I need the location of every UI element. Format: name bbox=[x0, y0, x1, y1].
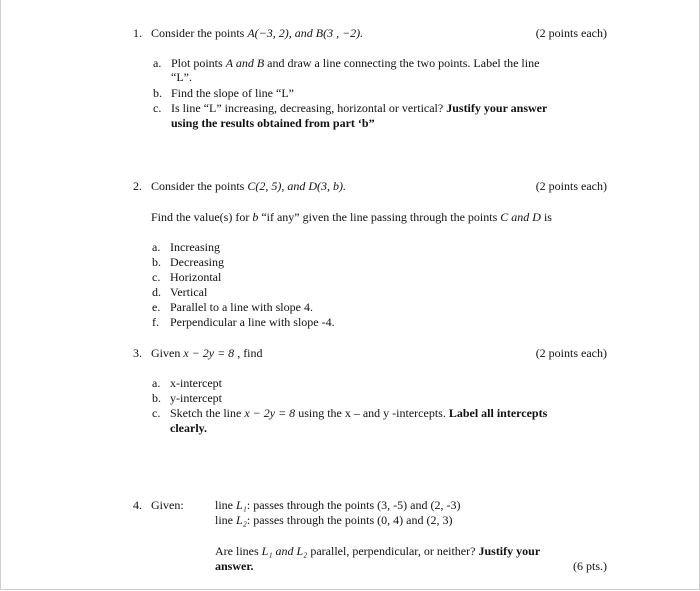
q2-points-math: C(2, 5), and D(3, b). bbox=[247, 179, 346, 193]
q1a-post: and draw a line connecting the two points. Label the line bbox=[264, 56, 540, 70]
q1c-label: c. bbox=[153, 101, 162, 115]
q3-number: 3. bbox=[133, 346, 142, 360]
q2-option-text: Decreasing bbox=[170, 255, 224, 269]
q1-number: 1. bbox=[133, 26, 142, 40]
q3-given-pre: Given bbox=[151, 346, 184, 360]
q1b-label: b. bbox=[153, 86, 162, 100]
q2-prompt-b: b bbox=[252, 210, 259, 224]
q3c-bold: Label all intercepts bbox=[448, 406, 548, 420]
q4-question-math: L₁ and L₂ bbox=[261, 544, 308, 558]
q2-prompt-mid: “if any” given the line passing through the points bbox=[258, 210, 501, 224]
q3-equation: x − 2y = 8 bbox=[183, 346, 235, 360]
q3a-text: x-intercept bbox=[170, 376, 222, 390]
q3c-equation: x − 2y = 8 bbox=[244, 406, 296, 420]
q4-line1-text: : passes through the points (3, -5) and (2, -3) bbox=[246, 498, 461, 512]
q1a-continuation: “L”. bbox=[171, 70, 192, 84]
q4-line2 bbox=[215, 513, 453, 527]
q1a-pre: Plot points bbox=[171, 56, 226, 70]
q3b-label: b. bbox=[152, 391, 161, 405]
q1a-math-b: B bbox=[256, 56, 265, 70]
q1c-plain: Is line “L” increasing, decreasing, horizontal or vertical? bbox=[171, 101, 447, 115]
q2-option-label: b. bbox=[152, 255, 161, 269]
q1-points-math: A(−3, 2), and B(3 , −2). bbox=[247, 26, 364, 40]
q1a-label: a. bbox=[153, 56, 162, 70]
q3-points-value: (2 points each) bbox=[535, 346, 607, 360]
q4-question-bold: Justify your bbox=[478, 544, 541, 558]
q2-statement bbox=[151, 179, 346, 193]
q4-line1 bbox=[215, 498, 461, 512]
q2-intro: Consider the points bbox=[151, 179, 248, 193]
q3c-text bbox=[170, 406, 547, 420]
q3b-text: y-intercept bbox=[170, 391, 222, 405]
q4-question-bold-continuation: answer. bbox=[215, 559, 254, 573]
q1-intro: Consider the points bbox=[151, 26, 248, 40]
q2-prompt bbox=[151, 210, 552, 224]
q4-number: 4. bbox=[133, 498, 142, 512]
q1a-text bbox=[171, 56, 539, 70]
q3c-bold-continuation: clearly. bbox=[170, 421, 207, 435]
q3a-label: a. bbox=[152, 376, 161, 390]
q2-points-value: (2 points each) bbox=[535, 179, 607, 193]
q2-prompt-pre: Find the value(s) for bbox=[151, 210, 253, 224]
q4-line1-name: L₁ bbox=[236, 498, 247, 512]
q1c-text bbox=[171, 101, 547, 115]
q1-statement bbox=[151, 26, 363, 40]
q1a-math-a: A bbox=[225, 56, 233, 70]
q4-points-value: (6 pts.) bbox=[573, 559, 607, 573]
q2-number: 2. bbox=[133, 179, 142, 193]
q4-given: Given: bbox=[151, 498, 184, 512]
q4-line2-pre: line bbox=[215, 513, 236, 527]
q2-option-text: Perpendicular a line with slope -4. bbox=[170, 315, 335, 329]
q2-option-label: a. bbox=[152, 240, 161, 254]
q3c-label: c. bbox=[152, 406, 161, 420]
q2-prompt-end: is bbox=[540, 210, 552, 224]
q2-option-text: Parallel to a line with slope 4. bbox=[170, 300, 313, 314]
q1b-text: Find the slope of line “L” bbox=[171, 86, 294, 100]
q2-option-text: Vertical bbox=[170, 285, 208, 299]
q4-line1-pre: line bbox=[215, 498, 236, 512]
q4-question-pre: Are lines bbox=[215, 544, 262, 558]
q4-line2-text: : passes through the points (0, 4) and (2, 3) bbox=[246, 513, 453, 527]
q2-option-label: f. bbox=[152, 315, 159, 329]
q3c-pre: Sketch the line bbox=[170, 406, 245, 420]
q1-points-value: (2 points each) bbox=[535, 26, 607, 40]
q2-prompt-math: C and D bbox=[500, 210, 541, 224]
q2-option-label: e. bbox=[152, 300, 161, 314]
q2-option-label: c. bbox=[152, 270, 161, 284]
q2-option-text: Horizontal bbox=[170, 270, 222, 284]
q3-given-post: , find bbox=[234, 346, 263, 360]
q4-question bbox=[215, 544, 540, 558]
q1c-bold: Justify your answer bbox=[446, 101, 548, 115]
q4-line2-name: L₂ bbox=[236, 513, 247, 527]
q3-statement bbox=[151, 346, 263, 360]
q1c-bold-continuation: using the results obtained from part ‘b” bbox=[171, 116, 375, 130]
q3c-post: using the x – and y -intercepts. bbox=[295, 406, 449, 420]
q2-option-text: Increasing bbox=[170, 240, 220, 254]
q1a-mid: and bbox=[232, 56, 257, 70]
q2-option-label: d. bbox=[152, 285, 161, 299]
q4-question-post: parallel, perpendicular, or neither? bbox=[307, 544, 479, 558]
